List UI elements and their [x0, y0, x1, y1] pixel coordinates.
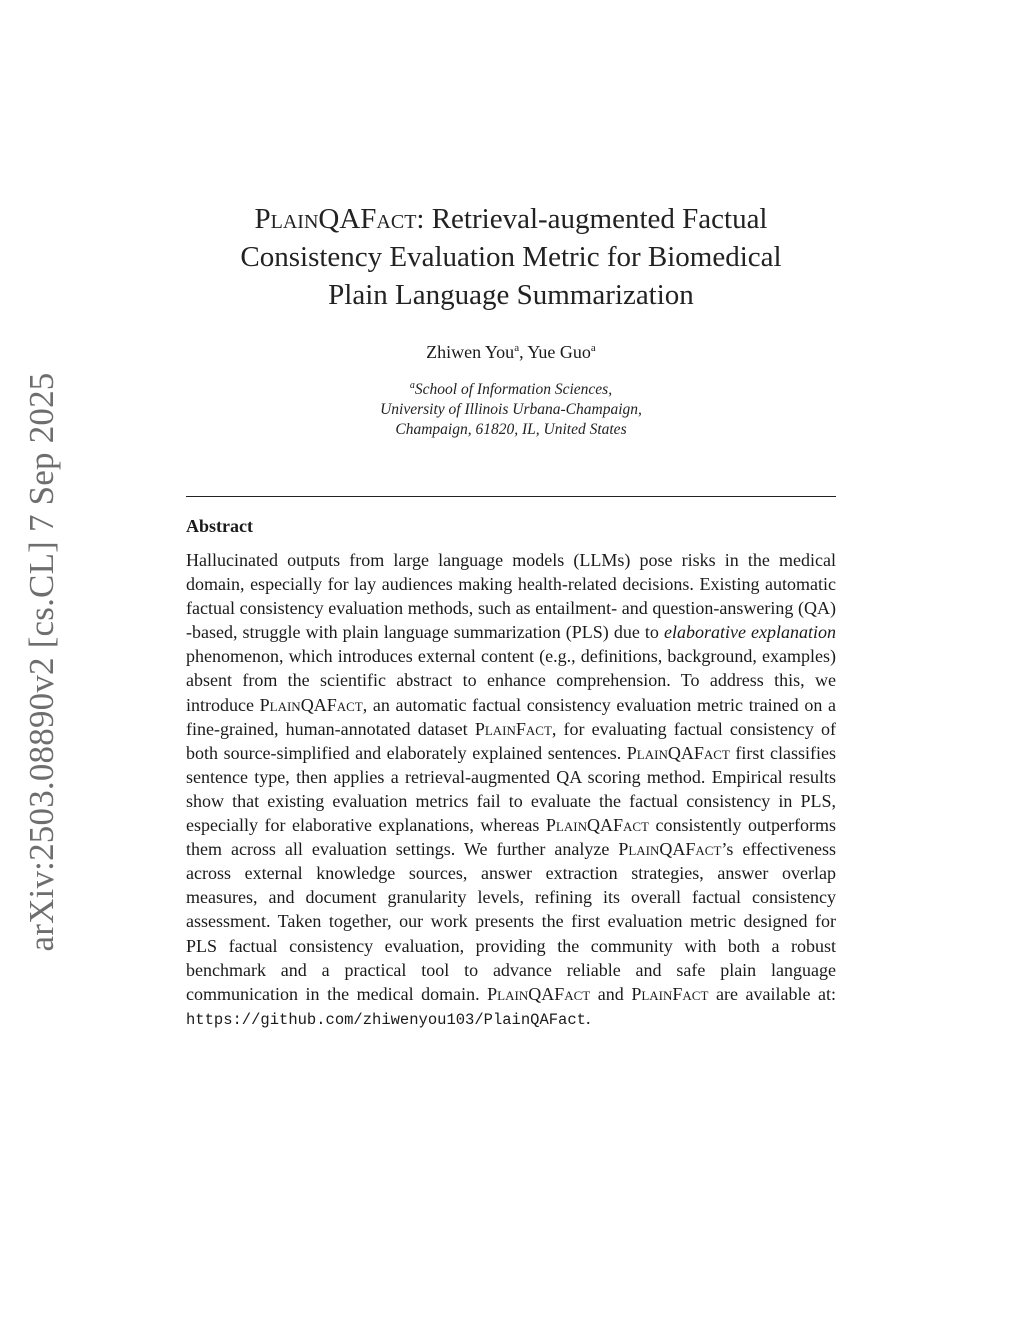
title-line-2: Consistency Evaluation Metric for Biomedical: [240, 241, 782, 273]
abstract-text: first classifies sentence type, then applies a retrieval-augmented QA scoring method. Empirical results show that existing evaluation metrics fail to evaluate the factual consistency in PLS, especially for elaborative explanations, whereas: [186, 742, 836, 836]
abstract-text: Hallucinated outputs from large language models (LLMs) pose risks in the medical domain, especially for lay audiences making health-related decisions. Existing automatic factual consistency evaluation methods, such as entailment- and question-answering (QA) -based, struggle with plain language summarization (PLS) due to: [186, 550, 836, 643]
title-line-3: Plain Language Summarization: [328, 279, 694, 311]
abstract-smallcaps-name: PlainQAFact: [487, 983, 591, 1004]
affiliation-school: School of Information Sciences,: [414, 381, 613, 398]
author-affiliation-mark: a: [514, 342, 520, 354]
abstract-heading: Abstract: [186, 516, 253, 536]
arxiv-identifier-stamp: arXiv:2503.08890v2 [cs.CL] 7 Sep 2025: [22, 372, 61, 952]
title-metric-name: PlainQAFact: [254, 203, 417, 235]
affiliation: [186, 380, 836, 440]
affiliation-mark: a: [409, 379, 415, 391]
abstract-text: , an automatic factual consistency evaluation metric trained on a fine-grained, human-annotated dataset: [186, 694, 836, 739]
header-divider: [186, 496, 836, 497]
abstract-repository-url[interactable]: https://github.com/zhiwenyou103/PlainQAFact: [186, 1010, 586, 1029]
abstract-text: and: [590, 983, 632, 1004]
affiliation-line-3: Champaign, 61820, IL, United States: [395, 421, 627, 438]
abstract-smallcaps-name: PlainFact: [631, 983, 709, 1004]
abstract-smallcaps-name: PlainQAFact: [626, 742, 730, 763]
title-line-1-rest: : Retrieval-augmented Factual: [416, 203, 768, 235]
author-name: Yue Guo: [527, 342, 591, 362]
title-line-1: [186, 200, 836, 238]
affiliation-line-2: University of Illinois Urbana-Champaign,: [380, 401, 642, 418]
abstract-text: ’s effectiveness across external knowledge sources, answer extraction strategies, answer overlap measures, and document granularity levels, refining its overall factual consistency assessment. Taken together, our work presents the first evaluation metric designed for PLS factual consistency evaluation, providing the community with both a robust benchmark and a practical tool to advance reliable and safe plain language communication in the medical domain.: [186, 839, 836, 1004]
abstract-smallcaps-name: PlainFact: [474, 718, 552, 739]
author-list: [186, 340, 836, 364]
abstract-text: consistently outperforms them across all evaluation settings. We further analyze: [186, 815, 836, 860]
abstract-body: [186, 548, 836, 1032]
abstract-text: , for evaluating factual consistency of both source-simplified and elaborately explained sentences.: [186, 718, 836, 763]
affiliation-line-1: [186, 380, 836, 400]
author-affiliation-mark: a: [590, 342, 596, 354]
abstract-text: are available at:: [708, 983, 836, 1004]
abstract-text: phenomenon, which introduces external content (e.g., definitions, background, examples) absent from the scientific abstract to enhance comprehension. To address this, we introduce: [186, 646, 836, 715]
paper-title: [186, 200, 836, 314]
author-name: Zhiwen You: [426, 342, 515, 362]
abstract-smallcaps-name: PlainQAFact: [545, 815, 649, 836]
abstract-smallcaps-name: PlainQAFact: [259, 694, 363, 715]
abstract-emphasis: elaborative explanation: [663, 622, 836, 643]
abstract-text: .: [585, 1007, 591, 1028]
author-separator: ,: [519, 342, 528, 362]
abstract-smallcaps-name: PlainQAFact: [618, 839, 722, 860]
